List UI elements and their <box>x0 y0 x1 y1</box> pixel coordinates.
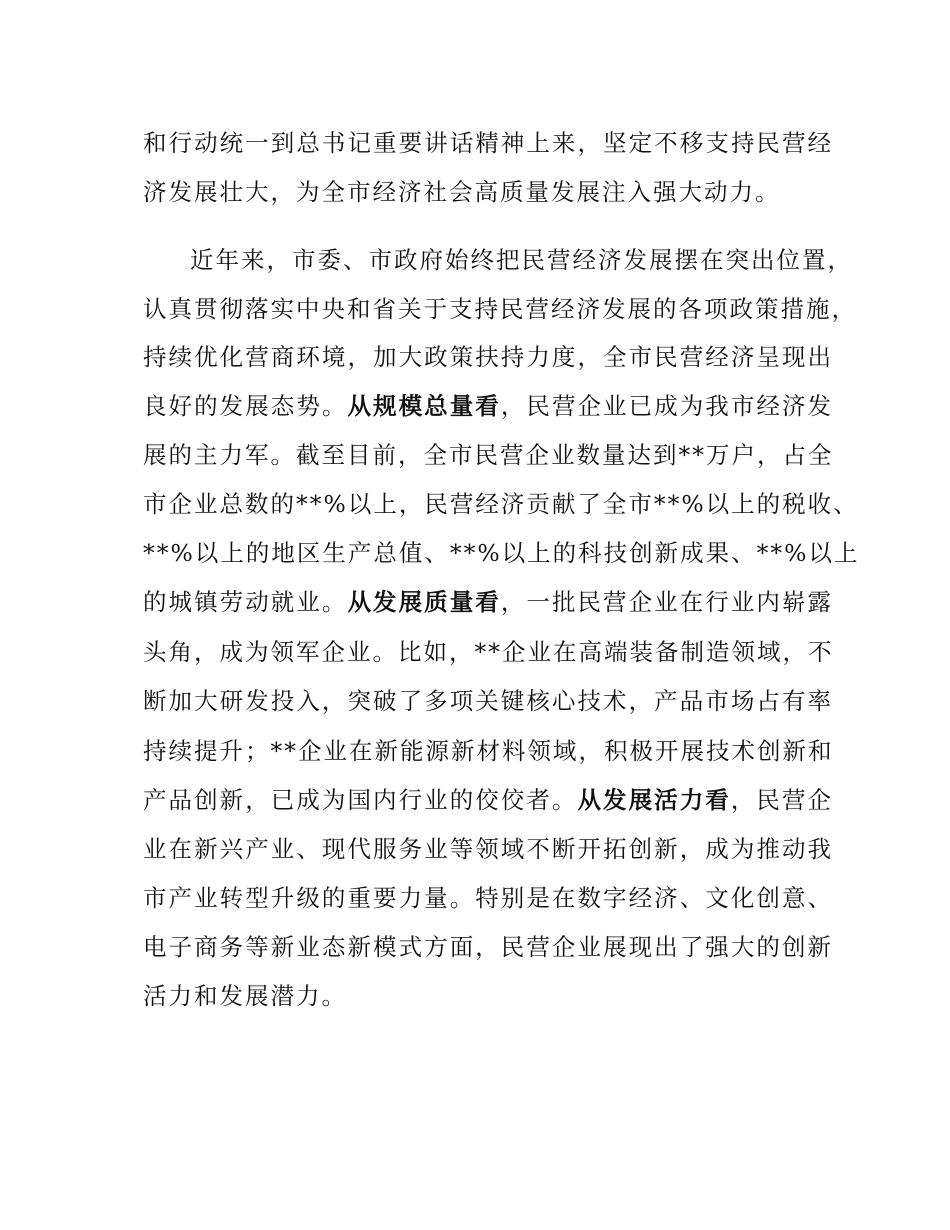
paragraph-2-line-1: 近年来，市委、市政府始终把民营经济发展摆在突出位置， <box>190 246 853 274</box>
text-run: 的城镇劳动就业。 <box>143 588 348 616</box>
text-run: ，一批民营企业在行业内崭露 <box>500 588 834 616</box>
paragraph-2-line-7: **%以上的地区生产总值、**%以上的科技创新成果、**%以上 <box>143 539 860 567</box>
paragraph-2-line-9: 头角，成为领军企业。比如，**企业在高端装备制造领域，不 <box>143 638 834 666</box>
heading-vitality: 从发展活力看 <box>577 786 731 814</box>
paragraph-2-line-8 <box>143 582 833 622</box>
paragraph-2-line-10: 断加大研发投入，突破了多项关键核心技术，产品市场占有率 <box>143 687 833 715</box>
paragraph-2-line-2: 认真贯彻落实中央和省关于支持民营经济发展的各项政策措施， <box>143 295 857 323</box>
text-run: ，民营企业已成为我市经济发 <box>500 392 834 420</box>
paragraph-2-line-4 <box>143 386 833 426</box>
paragraph-2-line-6: 市企业总数的**%以上，民营经济贡献了全市**%以上的税收、 <box>143 490 859 518</box>
paragraph-2-line-12 <box>143 780 833 820</box>
paragraph-2-line-3: 持续优化营商环境，加大政策扶持力度，全市民营经济呈现出 <box>143 343 833 371</box>
paragraph-2-line-11: 持续提升；**企业在新能源新材料领域，积极开展技术创新和 <box>143 737 834 765</box>
paragraph-1-line-1: 和行动统一到总书记重要讲话精神上来，坚定不移支持民营经 <box>143 129 833 157</box>
text-run: 良好的发展态势。 <box>143 392 348 420</box>
text-run: ，民营企 <box>730 786 834 814</box>
heading-quality: 从发展质量看 <box>347 588 501 616</box>
paragraph-2-line-15: 电子商务等新业态新模式方面，民营企业展现出了强大的创新 <box>143 933 833 961</box>
paragraph-2-line-13: 业在新兴产业、现代服务业等领域不断开拓创新，成为推动我 <box>143 835 833 863</box>
paragraph-1-line-2: 济发展壮大，为全市经济社会高质量发展注入强大动力。 <box>143 178 781 206</box>
paragraph-2-line-14: 市产业转型升级的重要力量。特别是在数字经济、文化创意、 <box>143 884 833 912</box>
text-run: 产品创新，已成为国内行业的佼佼者。 <box>143 786 578 814</box>
heading-scale: 从规模总量看 <box>347 392 501 420</box>
paragraph-2-line-16: 活力和发展潜力。 <box>143 982 347 1010</box>
paragraph-2-line-5: 展的主力军。截至目前，全市民营企业数量达到**万户，占全 <box>143 441 834 469</box>
